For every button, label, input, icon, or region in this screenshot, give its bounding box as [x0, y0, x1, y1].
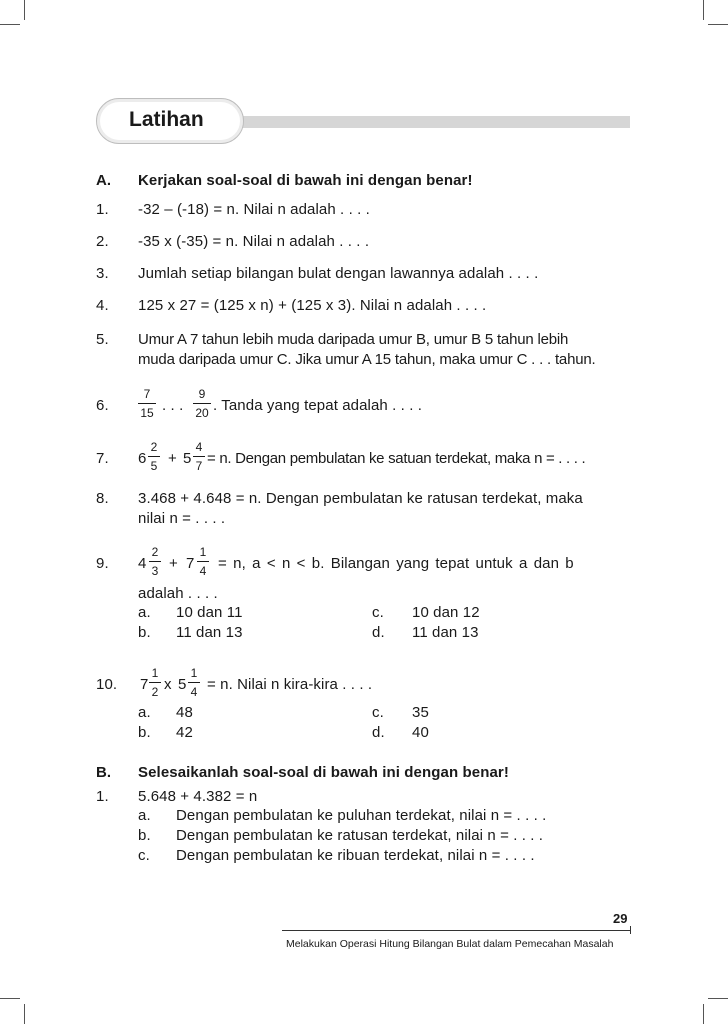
question-text: -35 x (-35) = n. Nilai n adalah . . . . [138, 233, 370, 250]
crop-mark [703, 1004, 704, 1024]
fraction-bar [193, 403, 211, 404]
item-text: Dengan pembulatan ke ribuan terdekat, nilai n = . . . . [176, 847, 535, 864]
question-text: = n. Nilai n kira-kira . . . . [207, 676, 373, 693]
option-text: 40 [412, 724, 429, 741]
whole-number: 5 [183, 450, 192, 467]
crop-mark [24, 1004, 25, 1024]
times-sign: x [164, 676, 172, 693]
fraction-bar [138, 403, 156, 404]
question-text: Jumlah setiap bilangan bulat dengan lawannya adalah . . . . [138, 265, 539, 282]
question-text: 3.468 + 4.648 = n. Dengan pembulatan ke ratusan terdekat, maka [138, 490, 583, 507]
item-key: a. [138, 807, 151, 824]
question-number: 7. [96, 450, 109, 467]
question-number: 9. [96, 555, 109, 572]
fraction-bar [197, 561, 209, 562]
section-b-label: B. [96, 764, 112, 781]
option-key: a. [138, 604, 151, 621]
item-text: Dengan pembulatan ke puluhan terdekat, nilai n = . . . . [176, 807, 547, 824]
question-text: . Tanda yang tepat adalah . . . . [213, 397, 423, 414]
fraction-denominator: 2 [151, 685, 159, 699]
option-key: b. [138, 724, 151, 741]
question-text: 125 x 27 = (125 x n) + (125 x 3). Nilai n adalah . . . . [138, 297, 487, 314]
section-b-heading: Selesaikanlah soal-soal di bawah ini dengan benar! [138, 764, 509, 781]
question-text: = n. Dengan pembulatan ke satuan terdekat, maka n = . . . . [207, 450, 586, 467]
option-key: c. [372, 704, 384, 721]
whole-number: 7 [186, 555, 195, 572]
comparison-dots: . . . [162, 397, 184, 414]
footer-rule-tick [630, 926, 631, 934]
fraction-bar [149, 561, 161, 562]
fraction-denominator: 20 [195, 406, 209, 420]
header-band [232, 116, 630, 128]
question-text: nilai n = . . . . [138, 510, 226, 527]
question-text: adalah . . . . [138, 585, 218, 602]
fraction-numerator: 2 [150, 440, 158, 454]
running-title: Melakukan Operasi Hitung Bilangan Bulat dalam Pemecahan Masalah [286, 938, 614, 950]
question-text: -32 – (-18) = n. Nilai n adalah . . . . [138, 201, 370, 218]
option-text: 11 dan 13 [412, 624, 479, 641]
item-key: c. [138, 847, 150, 864]
fraction-denominator: 3 [151, 564, 159, 578]
option-key: b. [138, 624, 151, 641]
fraction-denominator: 4 [190, 685, 198, 699]
crop-mark [0, 24, 20, 25]
option-text: 35 [412, 704, 429, 721]
fraction-numerator: 4 [195, 440, 203, 454]
fraction-numerator: 2 [151, 545, 159, 559]
option-key: d. [372, 624, 385, 641]
option-text: 42 [176, 724, 193, 741]
section-title: Latihan [129, 108, 204, 131]
option-text: 10 dan 11 [176, 604, 243, 621]
whole-number: 6 [138, 450, 147, 467]
fraction-bar [193, 456, 205, 457]
question-number: 3. [96, 265, 109, 282]
whole-number: 7 [140, 676, 149, 693]
question-number: 6. [96, 397, 109, 414]
question-text: Umur A 7 tahun lebih muda daripada umur B, umur B 5 tahun lebih [138, 331, 569, 348]
question-number: 4. [96, 297, 109, 314]
question-text: muda daripada umur C. Jika umur A 15 tahun, maka umur C . . . tahun. [138, 351, 596, 368]
question-number: 1. [96, 788, 109, 805]
option-key: a. [138, 704, 151, 721]
question-number: 2. [96, 233, 109, 250]
fraction-numerator: 9 [198, 387, 206, 401]
crop-mark [703, 0, 704, 20]
option-key: d. [372, 724, 385, 741]
option-key: c. [372, 604, 384, 621]
fraction-numerator: 1 [190, 666, 198, 680]
footer-rule [282, 930, 630, 931]
option-text: 10 dan 12 [412, 604, 480, 621]
fraction-denominator: 7 [195, 459, 203, 473]
fraction-bar [188, 682, 200, 683]
section-a-heading: Kerjakan soal-soal di bawah ini dengan benar! [138, 172, 473, 189]
fraction-denominator: 15 [140, 406, 154, 420]
crop-mark [708, 998, 728, 999]
page-number: 29 [613, 911, 628, 926]
whole-number: 5 [178, 676, 187, 693]
plus-sign: + [168, 450, 177, 467]
option-text: 48 [176, 704, 193, 721]
section-title-badge [96, 98, 244, 144]
option-text: 11 dan 13 [176, 624, 243, 641]
item-key: b. [138, 827, 151, 844]
crop-mark [0, 998, 20, 999]
crop-mark [708, 24, 728, 25]
fraction-numerator: 7 [143, 387, 151, 401]
fraction-numerator: 1 [199, 545, 207, 559]
question-number: 10. [96, 676, 118, 693]
fraction-bar [149, 682, 161, 683]
question-number: 1. [96, 201, 109, 218]
question-number: 5. [96, 331, 109, 348]
fraction-bar [148, 456, 160, 457]
section-a-label: A. [96, 172, 112, 189]
crop-mark [24, 0, 25, 20]
fraction-denominator: 4 [199, 564, 207, 578]
whole-number: 4 [138, 555, 147, 572]
fraction-numerator: 1 [151, 666, 159, 680]
question-text: = n, a < n < b. Bilangan yang tepat untuk a dan b [218, 555, 574, 572]
plus-sign: + [169, 555, 178, 572]
item-text: Dengan pembulatan ke ratusan terdekat, nilai n = . . . . [176, 827, 544, 844]
question-number: 8. [96, 490, 109, 507]
fraction-denominator: 5 [150, 459, 158, 473]
question-text: 5.648 + 4.382 = n [138, 788, 258, 805]
